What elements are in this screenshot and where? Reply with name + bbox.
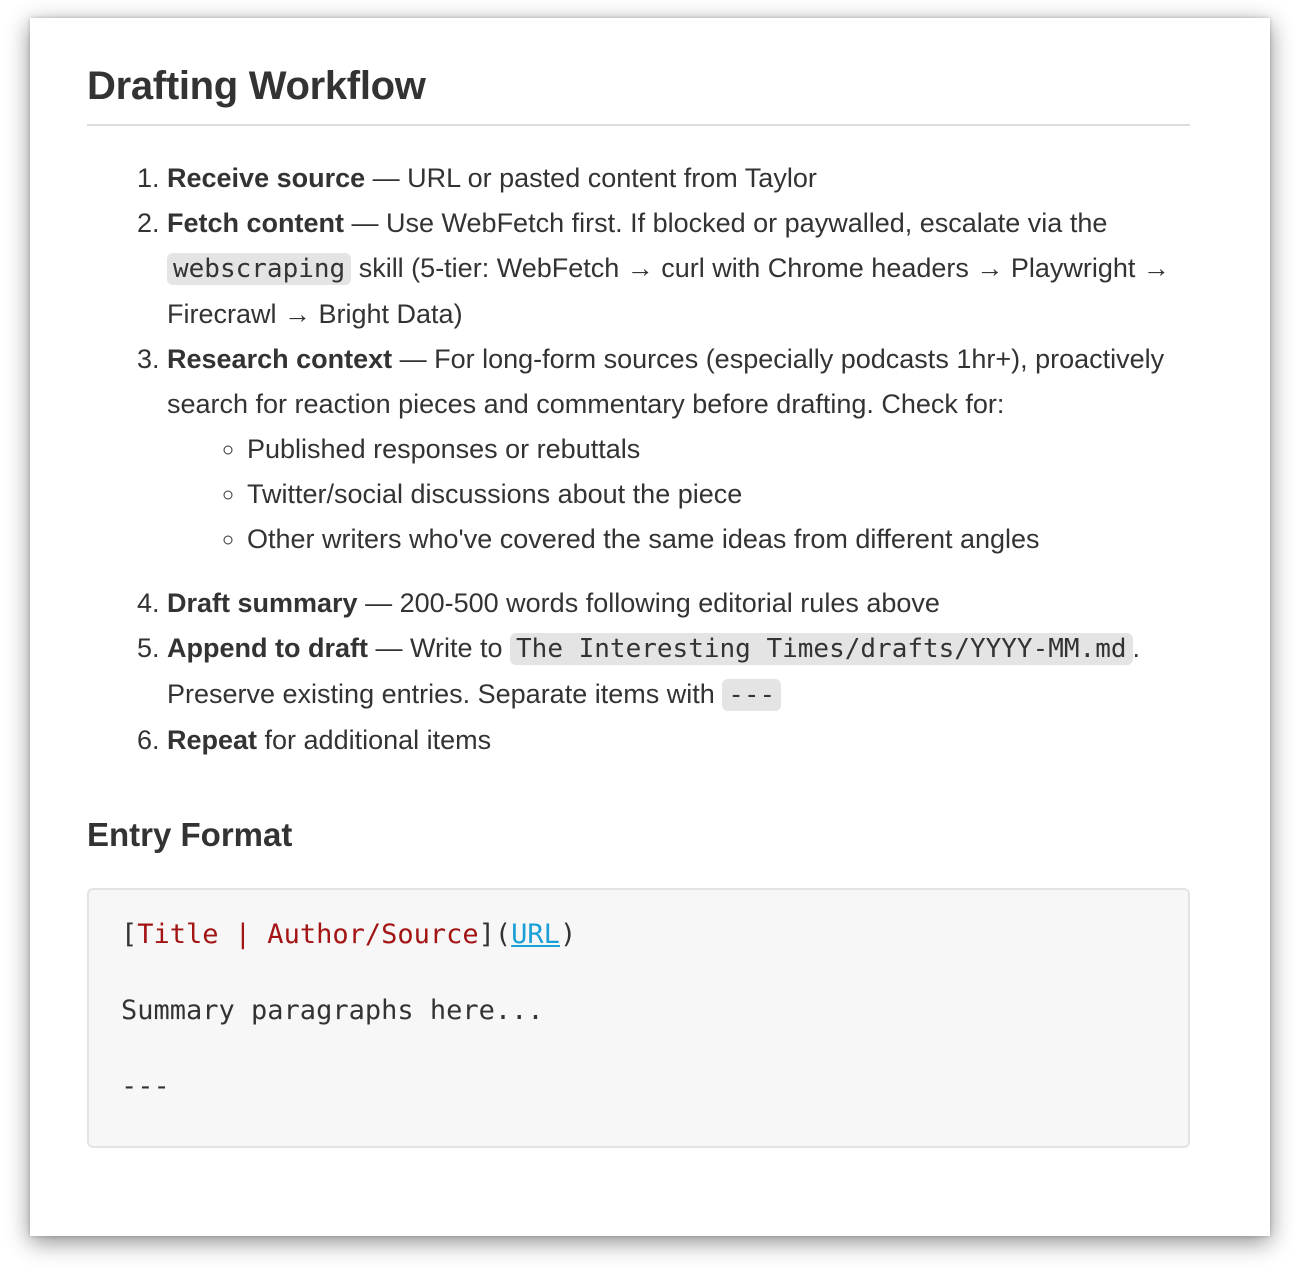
- step-text: for additional items: [257, 725, 492, 755]
- code-link-url[interactable]: URL: [511, 919, 560, 950]
- step-text: — Write to: [367, 633, 511, 663]
- step-title: Repeat: [167, 725, 258, 755]
- code-summary-line: Summary paragraphs here...: [121, 995, 544, 1026]
- page-title: Drafting Workflow: [87, 18, 1190, 126]
- document-page: [30, 18, 1270, 1236]
- step-title: Research context: [167, 344, 393, 374]
- inline-code: webscraping: [167, 253, 351, 285]
- sub-list-item: ◦ Twitter/social discussions about the piece: [247, 472, 1190, 517]
- inline-code-separator: ---: [722, 679, 781, 711]
- step-text: — URL or pasted content from Taylor: [365, 163, 817, 193]
- code-separator-line: ---: [121, 1071, 170, 1102]
- list-item: [167, 718, 1190, 763]
- step-text: — Use WebFetch first. If blocked or paywalled, escalate via the: [344, 208, 1108, 238]
- step-title: Append to draft: [167, 633, 368, 663]
- step-text: — For long-form sources (especially podcasts 1hr+), proactively search for reaction pieces and commentary before drafting. Check for:: [167, 344, 1165, 419]
- code-punct: ): [559, 919, 577, 950]
- sub-list-item: ◦ Other writers who've covered the same ideas from different angles: [247, 517, 1190, 562]
- inline-code-path: The Interesting Times/drafts/YYYY-MM.md: [510, 633, 1132, 665]
- list-item: [167, 581, 1190, 626]
- document-content: [87, 18, 1190, 1148]
- list-item: [167, 201, 1190, 337]
- code-punct: [: [121, 919, 138, 950]
- list-item: [167, 626, 1190, 718]
- list-item: [167, 156, 1190, 201]
- sub-list-item: ◦ Published responses or rebuttals: [247, 427, 1190, 472]
- code-punct: ](: [478, 919, 512, 950]
- code-block: [87, 888, 1190, 1148]
- step-text: — 200-500 words following editorial rules above: [357, 588, 940, 618]
- section-heading: Entry Format: [87, 816, 293, 853]
- code-link-text: Title | Author/Source: [137, 919, 479, 950]
- sub-list: [167, 427, 1190, 581]
- step-text: skill (5-tier: WebFetch → curl with Chrome headers → Playwright → Firecrawl → Bright Data): [167, 253, 1170, 329]
- step-text: . Preserve existing entries. Separate items with: [167, 633, 1141, 709]
- workflow-steps-list: [87, 156, 1190, 763]
- step-title: Draft summary: [167, 588, 358, 618]
- list-item: [167, 337, 1190, 581]
- step-title: Fetch content: [167, 208, 345, 238]
- step-title: Receive source: [167, 163, 366, 193]
